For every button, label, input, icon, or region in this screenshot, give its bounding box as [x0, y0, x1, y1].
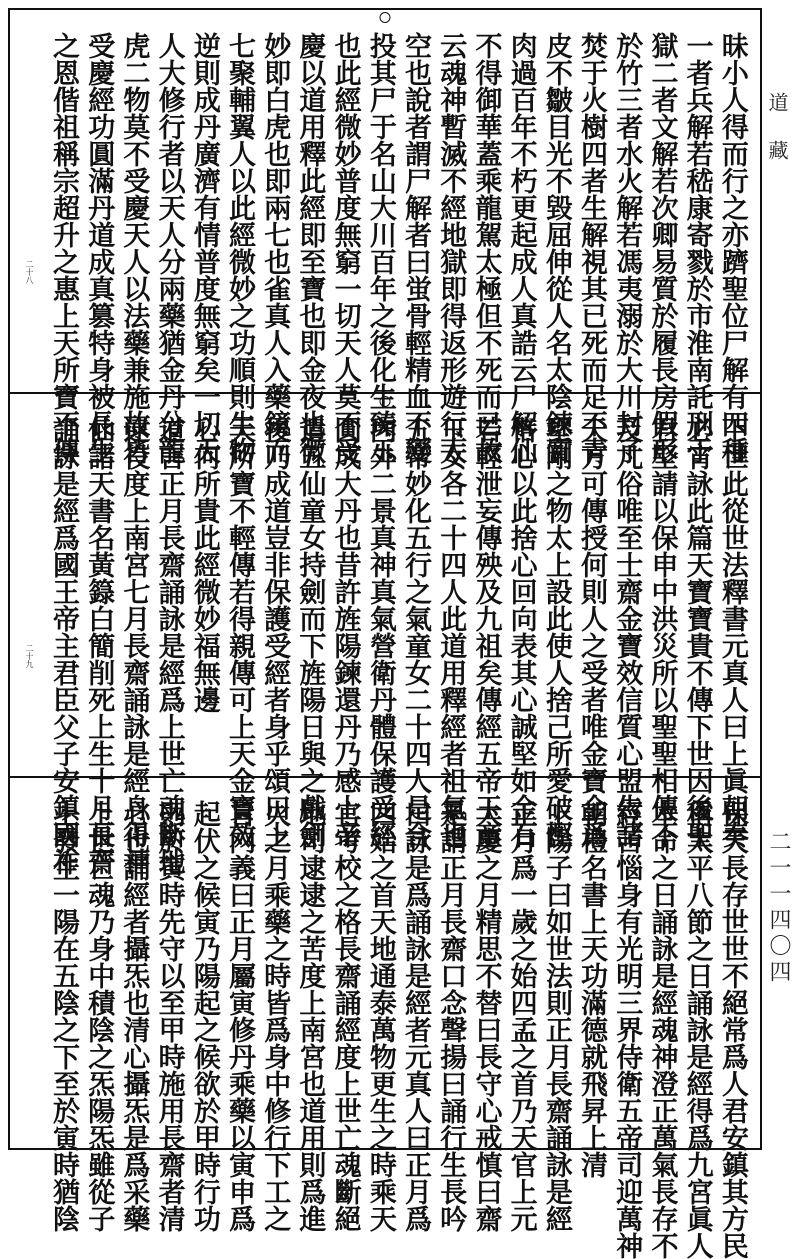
- text-column: 下世此從世法釋書元真人曰上眞朝奏: [716, 416, 748, 848]
- text-column: 必宵詠此篇天寶寶貴不傳下世因後聖: [681, 416, 713, 848]
- text-column: 肉過百年不朽更起成人真誥云尸解仙: [505, 32, 537, 464]
- text-column: 心也誦經者攝炁也清心攝炁是爲采藥: [118, 800, 150, 1232]
- text-column: 仙諸天書名黃籙白簡削死上生十月長齋: [83, 416, 115, 875]
- text-column: 皮不皺目光不毀屈伸從人名太陰鍊質: [540, 32, 572, 464]
- text-columns: [48, 416, 748, 875]
- text-column: 本命之日誦詠是經魂神澄正萬氣長存不: [646, 800, 678, 1259]
- text-column: 正月爲一歲之始四孟之首乃天官上元: [505, 800, 537, 1232]
- text-column: 不得御華蓋乘龍駕太極但不死而已故: [470, 32, 502, 464]
- folio-mark: 二十八: [25, 260, 34, 284]
- text-column: 玉女各二十四人此道用釋經者祖氣也: [435, 416, 467, 848]
- text-column: 上陽子曰如世法則正月長齋誦詠是經: [540, 800, 572, 1232]
- text-column: 稱太平八節之日誦詠是經得爲九宮眞人: [681, 800, 713, 1259]
- text-column: 云魂神暫滅不經地獄即得返形遊行太: [435, 32, 467, 464]
- folio-mark: 二十九: [25, 644, 34, 668]
- text-column: 一者兵解若嵇康寄戮於市淮南託刑于: [681, 32, 713, 464]
- text-column: 之恩偕祖稱宗超升之惠上天所寶不傳: [48, 32, 79, 464]
- text-column: 妙即白虎也即兩七也雀真人入藥鏡而: [259, 32, 291, 464]
- text-column: 旨內義曰正月屬寅修丹乘藥以寅申爲: [224, 800, 256, 1232]
- text-column: 上發生一陽在五陰之下至於寅時猶陰: [48, 800, 79, 1232]
- text-column: 昧小人得而行之亦躋聖位尸解有四種: [716, 32, 748, 464]
- text-column: 大慶之月精思不替曰長守心戒慎曰齋: [470, 800, 502, 1232]
- middle-panel: [10, 394, 760, 875]
- text-column: 天方可傳授何則人之受者唯金寶金爲: [576, 416, 608, 848]
- text-column: 遣五仙童女持劍而下旌陽日與之戲劍: [294, 416, 326, 848]
- text-column: 逆則成丹廣濟有情普度無窮矣一切天: [188, 32, 220, 464]
- text-column: 朝禮名書上天功滿德就飛昇上清: [576, 800, 608, 1178]
- text-column: 上世亡魂乃身中積陰之炁陽炁雖從子: [83, 800, 115, 1232]
- text-column: 堅剛之物太上設此使人捨己所愛破慳: [540, 416, 572, 848]
- text-column: 內外二景真神真氣營衛丹體保護受經: [364, 416, 396, 848]
- text-column: 官考校之格長齋誦經度上世亡魂斷絕: [329, 800, 361, 1232]
- text-column: 若輕泄妄傳殃及九祖矣傳經五帝玉童: [470, 416, 502, 848]
- text-column: 受慶經功圓滿丹道成真篡特身被長生: [83, 32, 115, 464]
- text-column: 獄二者文解若次卿易質於履長房假形: [646, 32, 678, 464]
- text-columns: [48, 800, 748, 1259]
- text-column: 慶以道用釋此經即至寶也即金夜也微: [294, 32, 326, 464]
- scripture-page-frame: [8, 8, 762, 1259]
- text-column: 心何所貴此經微妙福無邊: [188, 416, 220, 713]
- text-column: 道言正月長齋誦詠是經爲上世亡魂斷地: [153, 416, 185, 875]
- text-column: 曰詠是爲誦詠是經者元真人曰正月爲: [400, 800, 432, 1232]
- text-column: 天所寶不輕傳若得親傳可上天金寶效: [224, 416, 256, 848]
- text-column: 圓成大丹也昔許旌陽鍊還丹乃感上帝: [329, 416, 361, 848]
- text-column: 焚于火樹四者生解視其已死而足不青: [576, 32, 608, 464]
- text-column: 四始之首天地通泰萬物更生之時乘天: [364, 800, 396, 1232]
- text-column: 保天長存世世不絕常爲人君安鎮其方民: [716, 800, 748, 1259]
- text-column: 地司逮逮之苦度上南宮也道用則爲進: [294, 800, 326, 1232]
- text-column: 火之月乘藥之時皆爲身中修行下工之: [259, 800, 291, 1232]
- text-column: 起伏之候寅乃陽起之候欲於甲時行功: [188, 800, 220, 1232]
- text-column: 也此經微妙普度無窮一切天人莫不受: [329, 32, 361, 464]
- text-column: 則於寅時先守以至甲時施用長齋者清: [153, 800, 185, 1232]
- text-column: 虎二物莫不受慶天人以法藥兼施故皆: [118, 32, 150, 464]
- text-column: 誦詠是經爲國王帝主君臣父子安鎮國祚: [48, 416, 79, 875]
- text-column: 投其尸于名山大川百年之後化生臻玉: [364, 32, 396, 464]
- text-column: 七聚輔翼人以此經微妙之功順則生物: [224, 32, 256, 464]
- text-column: 後乃成道豈非保護受經者身乎頌曰上: [259, 416, 291, 848]
- text-column: 君堅請以保申中洪災所以聖聖相傳不: [646, 416, 678, 848]
- text-columns: [48, 32, 748, 464]
- binding-hole-icon: [380, 12, 391, 23]
- binding-hole-icon: [380, 396, 391, 407]
- lower-panel: [10, 778, 760, 1259]
- text-column: 經苦惱身有光明三界侍衛五帝司迎萬神: [611, 800, 643, 1259]
- text-column: 人大修行者以天人分兩藥猶金丹分龍: [153, 32, 185, 464]
- text-column: 五帝妙化五行之氣童女二十四人是合: [400, 416, 432, 848]
- text-column: 於竹三者水火解若馮夷溺於大川封子: [611, 32, 643, 464]
- text-column: 逮役度上南宮七月長齋誦詠是經身得神: [118, 416, 150, 875]
- collection-title: 道藏: [765, 92, 789, 188]
- text-column: 空也說者謂尸解者曰蛍骨輕精血不變: [400, 32, 432, 464]
- page-number: 二一一四〇四: [766, 830, 791, 986]
- text-column: 是謂正月長齋口念聲揚曰誦行生長吟: [435, 800, 467, 1232]
- text-column: 悋心以此捨心回向表其心誠堅如金石: [505, 416, 537, 848]
- upper-panel: [10, 10, 760, 464]
- text-column: 及凡俗唯至士齋金寶效信質心盟告諸: [611, 416, 643, 848]
